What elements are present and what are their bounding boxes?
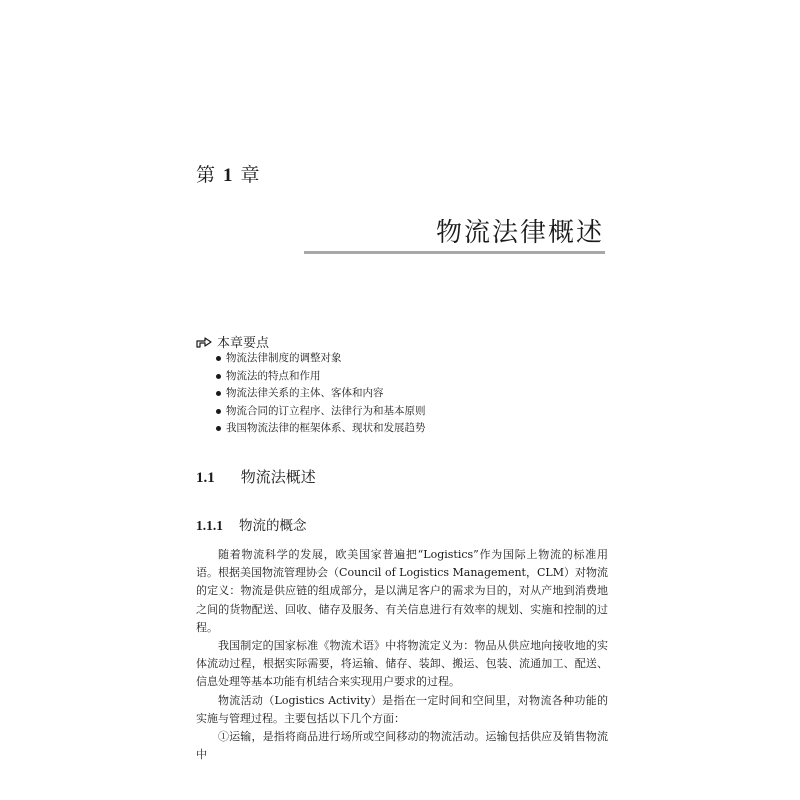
list-item: 物流合同的订立程序、法律行为和基本原则 — [216, 403, 426, 421]
bullet-icon — [216, 374, 221, 379]
section-title: 物流法概述 — [240, 468, 316, 486]
list-item: 物流法的特点和作用 — [216, 368, 426, 386]
list-item: 物流法律制度的调整对象 — [216, 350, 426, 368]
bullet-icon — [216, 391, 221, 396]
list-item: 物流法律关系的主体、客体和内容 — [216, 385, 426, 403]
chapter-prefix: 第 — [196, 164, 218, 186]
list-item: 我国物流法律的框架体系、现状和发展趋势 — [216, 420, 426, 438]
key-points-heading — [196, 332, 269, 351]
subsection-title: 物流的概念 — [239, 518, 307, 534]
chapter-number: 1 — [223, 165, 235, 186]
subsection-number: 1.1.1 — [196, 518, 223, 533]
paragraph: 物流活动（Logistics Activity）是指在一定时间和空间里，对物流各种功能的实施与管理过程。主要包括以下几个方面： — [196, 693, 608, 725]
paragraph: ①运输，是指将商品进行场所或空间移动的物流活动。运输包括供应及销售物流中 — [196, 730, 608, 762]
body-text — [196, 546, 608, 764]
bullet-icon — [216, 409, 221, 414]
key-points-list — [216, 350, 426, 438]
bullet-icon — [216, 426, 221, 431]
title-rule — [304, 251, 605, 254]
chapter-title: 物流法律概述 — [435, 218, 604, 248]
paragraph: 我国制定的国家标准《物流术语》中将物流定义为：物品从供应地向接收地的实体流动过程，根据实际需要，将运输、储存、装卸、搬运、包装、流通加工、配送、信息处理等基本功能有机结合来实现用户要求的过程。 — [196, 639, 608, 689]
chapter-suffix: 章 — [240, 164, 262, 186]
subsection-heading — [196, 514, 307, 534]
section-number: 1.1 — [196, 470, 215, 486]
section-heading — [196, 466, 316, 487]
chapter-label — [196, 160, 262, 187]
bullet-icon — [216, 356, 221, 361]
pointing-hand-icon — [196, 336, 212, 348]
paragraph: 随着物流科学的发展，欧美国家普遍把“Logistics”作为国际上物流的标准用语。根据美国物流管理协会（Council of Logistics Management，CLM）对物流的定义：物流是供应链的组成部分，是以满足客户的需求为目的，对从产地到消费地之间的货物配送、回收、储存及服务、有关信息进行有效率的规划、实施和控制的过程。 — [196, 548, 608, 634]
key-points-title: 本章要点 — [217, 336, 270, 351]
